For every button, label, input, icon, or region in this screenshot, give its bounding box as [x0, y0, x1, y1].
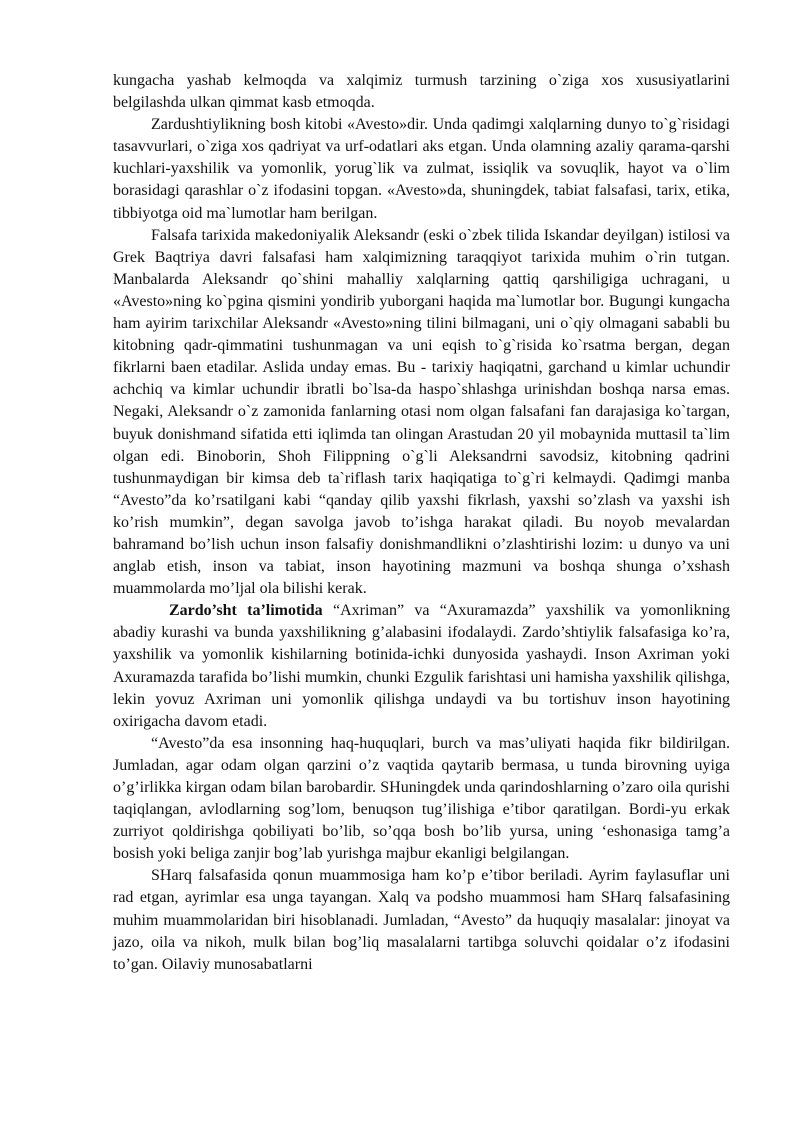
paragraph-aleksandr: Falsafa tarixida makedoniyalik Aleksandr (eski o`zbek tilida Iskandar deyilgan) istilosi va Grek Baqtriya davri falsafasi ham xalqimizning taraqqiyot tarixida muhim o`rin tutgan. Manbalarda Aleksandr qo`shini mahalliy xalqlarning qattiq qarshiligiga uchragani, u «Avesto»ning ko`pgina qismini yondirib yuborgani haqida ma`lumotlar bor. Bugungi kungacha ham ayirim tarixchilar Aleksandr «Avesto»ning tilini bilmagani, uni o`qiy olmagani sababli bu kitobning qadr-qimmatini tushunmagan va uni eqish to`g`risida ko`rsatma bergan, degan fikrlarni baen etadilar. Aslida unday emas. Bu - tarixiy haqiqatni, garchand u kimlar uchundir achchiq va kimlar uchundir ibratli bo`lsa-da haspo`shlashga urinishdan boshqa narsa emas. Negaki, Aleksandr o`z zamonida fanlarning otasi nom olgan falsafani fan darajasiga ko`targan, buyuk donishmand sifatida etti iqlimda tan olingan Arastudan 20 yil mobaynida muttasil ta`lim olgan edi. Binoborin, Shoh Filippning o`g`li Aleksandrni savodsiz, kitobning qadrini tushunmaydigan bir kimsa deb ta`riflash tarix haqiqatiga to`g`ri kelmaydi. Qadimgi manba “Avesto”da ko’rsatilgani kabi “qanday qilib yaxshi fikrlash, yaxshi so’zlash va yaxshi ish ko’rish mumkin”, degan savolga javob to’ishga harakat qiladi. Bu noyob mevalardan bahramand bo’lish uchun inson falsafiy donishmandlikni o’zlashtirishi lozim: u dunyo va uni anglab etish, inson va tabiat, inson hayotining mazmuni va boshqa shunga o’xshash muammolarda mo’ljal ola bilishi kerak.	[113, 226, 730, 598]
paragraph-body: “Axriman” va “Axuramazda” yaxshilik va yomonlikning abadiy kurashi va bunda yaxshilikning g’alabasini ifodalaydi. Zardo’shtiylik falsafasiga ko’ra, yaxshilik va yomonlik kishilarning botinida-ichki dunyosida yashaydi. Inson Axriman yoki Axuramazda tarafida bo’lishi mumkin, chunki Ezgulik farishtasi uni hamisha yaxshilik qilishga, lekin yovuz Axriman uni yomonlik qilishga undaydi va bu tortishuv inson hayotining oxirigacha davom etadi.	[113, 602, 730, 730]
paragraph-human-rights: “Avesto”da esa insonning haq-huquqlari, burch va mas’uliyati haqida fikr bildirilgan. Jumladan, agar odam olgan qarzini o’z vaqtida qaytarib bermasa, u tunda birovning uyiga o’g’irlikka kirgan odam bilan barobardir. SHuningdek unda qarindoshlarning o’zaro oila qurishi taqiqlangan, avlodlarning sog’lom, benuqson tug’ilishiga e’tibor qaratilgan. Bordi-yu erkak zurriyot qoldirishga qobiliyati bo’lib, so’qqa bosh bo’lib yursa, uning ‘eshonasiga tamg’a bosish yoki beliga zanjir bog’lab yurishga majbur ekanligi belgilangan.	[113, 734, 730, 863]
paragraph-continuation: kungacha yashab kelmoqda va xalqimiz turmush tarzining o`ziga xos xususiyatlarini belgilashda ulkan qimmat kasb etmoqda.	[113, 72, 730, 112]
paragraph-law: SHarq falsafasida qonun muammosiga ham ko’p e’tibor beriladi. Ayrim faylasuflar uni rad etgan, ayrimlar esa unga tayangan. Xalq va podsho muammosi ham SHarq falsafasining muhim muammolaridan biri hisoblanadi. Jumladan, “Avesto” da huquqiy masalalar: jinoyat va jazo, oila va nikoh, mulk bilan bog’liq masalalarni tartibga soluvchi qoidalar o’z ifodasini to’gan. Oilaviy munosabatlarni	[113, 867, 730, 973]
paragraph-zardusht-teaching	[113, 600, 730, 733]
bold-lead-term: Zardo’sht ta’limotida	[169, 602, 323, 620]
paragraph-avesto-book: Zardushtiylikning bosh kitobi «Avesto»dir. Unda qadimgi xalqlarning dunyo to`g`risidagi tasavvurlari, o`ziga xos qadriyat va urf-odatlari aks etgan. Unda olamning azaliy qarama-qarshi kuchlari-yaxshilik va yomonlik, yorug`lik va zulmat, issiqlik va sovuqlik, hayot va o`lim borasidagi qarashlar o`z ifodasini topgan. «Avesto»da, shuningdek, tabiat falsafasi, tarix, etika, tibbiyotga oid ma`lumotlar ham berilgan.	[113, 116, 730, 222]
